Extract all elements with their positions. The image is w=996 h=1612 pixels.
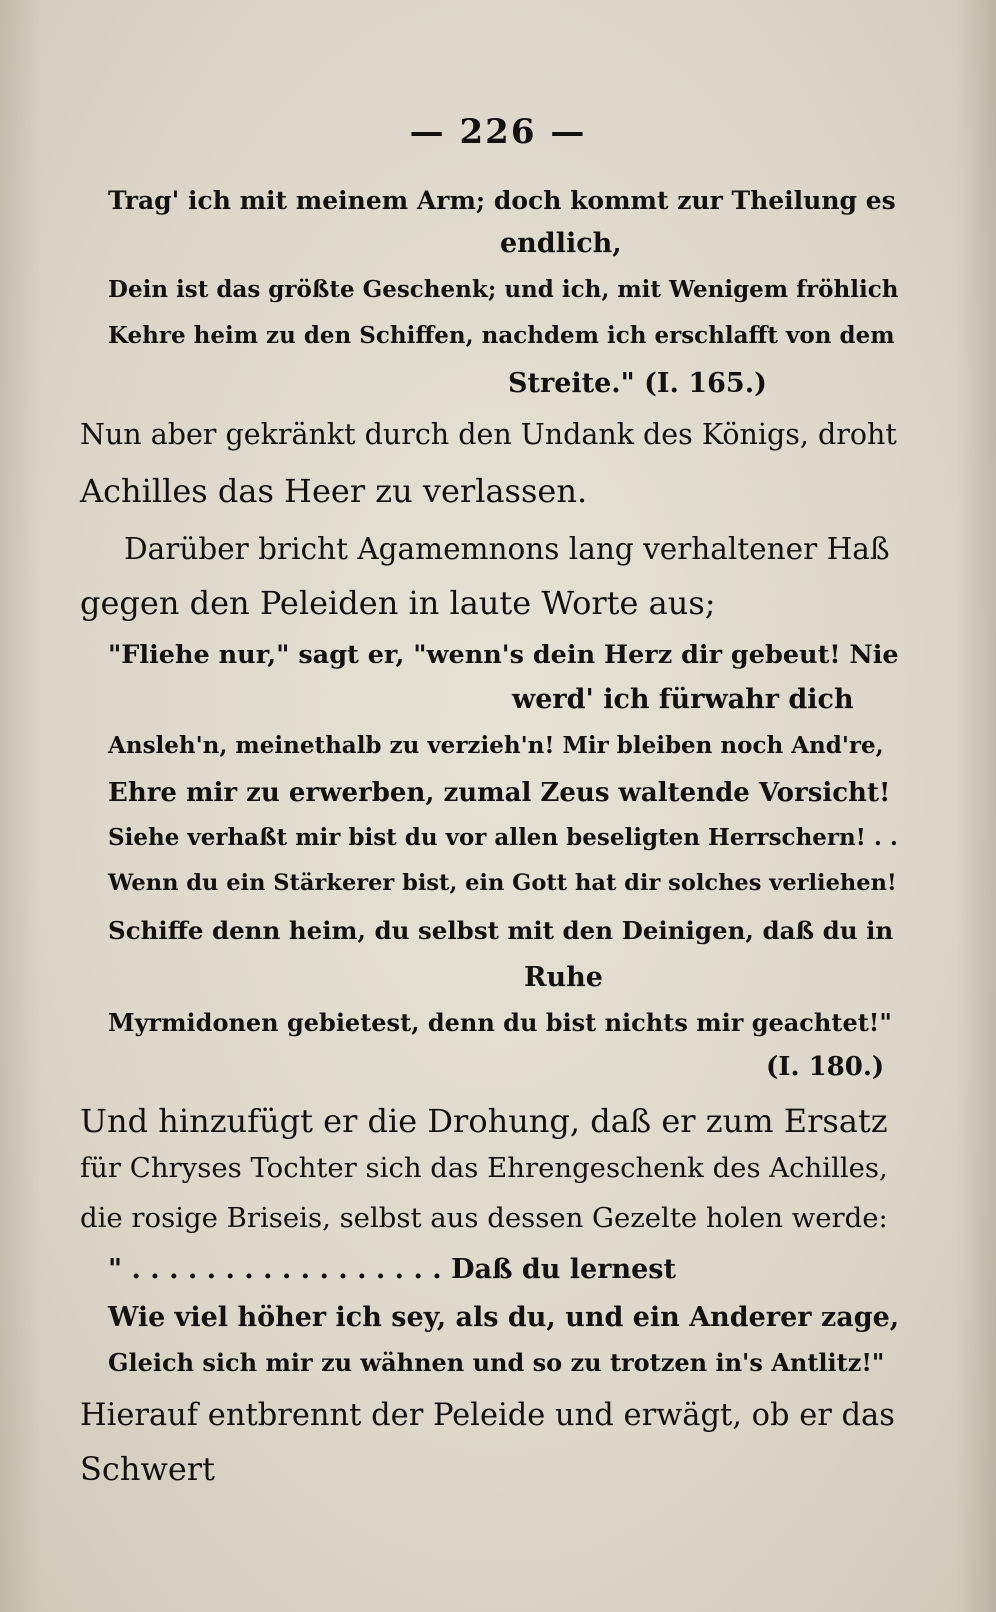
text-line: Dein ist das größte Geschenk; und ich, mit Wenigem fröhlich [108,276,899,303]
text-line: für Chryses Tochter sich das Ehrengeschenk des Achilles, [80,1152,888,1184]
text-line: Trag' ich mit meinem Arm; doch kommt zur Theilung es [108,186,896,215]
text-line: (I. 180.) [766,1052,885,1082]
page-shadow-left [0,0,40,1612]
text-line: Streite." (I. 165.) [508,368,767,399]
text-line: Ehre mir zu erwerben, zumal Zeus waltende Vorsicht! [108,778,891,808]
text-line: Und hinzufügt er die Drohung, daß er zum Ersatz [80,1102,888,1140]
text-line: Nun aber gekränkt durch den Undank des Königs, droht [80,418,897,451]
text-line: Darüber bricht Agamemnons lang verhaltener Haß [124,532,890,566]
text-line: Myrmidonen gebietest, denn du bist nichts mir geachtet!" [108,1008,892,1037]
page-shadow-right [956,0,996,1612]
text-line: Gleich sich mir zu wähnen und so zu trotzen in's Antlitz!" [108,1348,885,1377]
text-line: gegen den Peleiden in laute Worte aus; [80,584,716,622]
text-line: Hierauf entbrennt der Peleide und erwägt, ob er das [80,1398,895,1433]
text-line: Achilles das Heer zu verlassen. [80,472,588,510]
text-line: Wie viel höher ich sey, als du, und ein Anderer zage, [108,1302,900,1333]
text-line: Kehre heim zu den Schiffen, nachdem ich erschlafft von dem [108,322,895,349]
text-line: Wenn du ein Stärkerer bist, ein Gott hat dir solches verliehen! [108,870,897,896]
text-line: " . . . . . . . . . . . . . . . . . Daß du lernest [108,1254,676,1285]
text-line: "Fliehe nur," sagt er, "wenn's dein Herz dir gebeut! Nie [108,640,899,670]
text-line: Schwert [80,1450,215,1488]
text-line: endlich, [500,228,622,259]
text-line: Siehe verhaßt mir bist du vor allen beseligten Herrschern! . . [108,824,898,851]
text-line: Ruhe [524,962,603,993]
text-line: Schiffe denn heim, du selbst mit den Deinigen, daß du in [108,916,894,945]
text-line: Ansleh'n, meinethalb zu verzieh'n! Mir bleiben noch And're, [108,732,884,759]
text-line: die rosige Briseis, selbst aus dessen Gezelte holen werde: [80,1202,888,1234]
page-number: — 226 — [409,112,587,152]
text-line: werd' ich fürwahr dich [512,684,854,715]
